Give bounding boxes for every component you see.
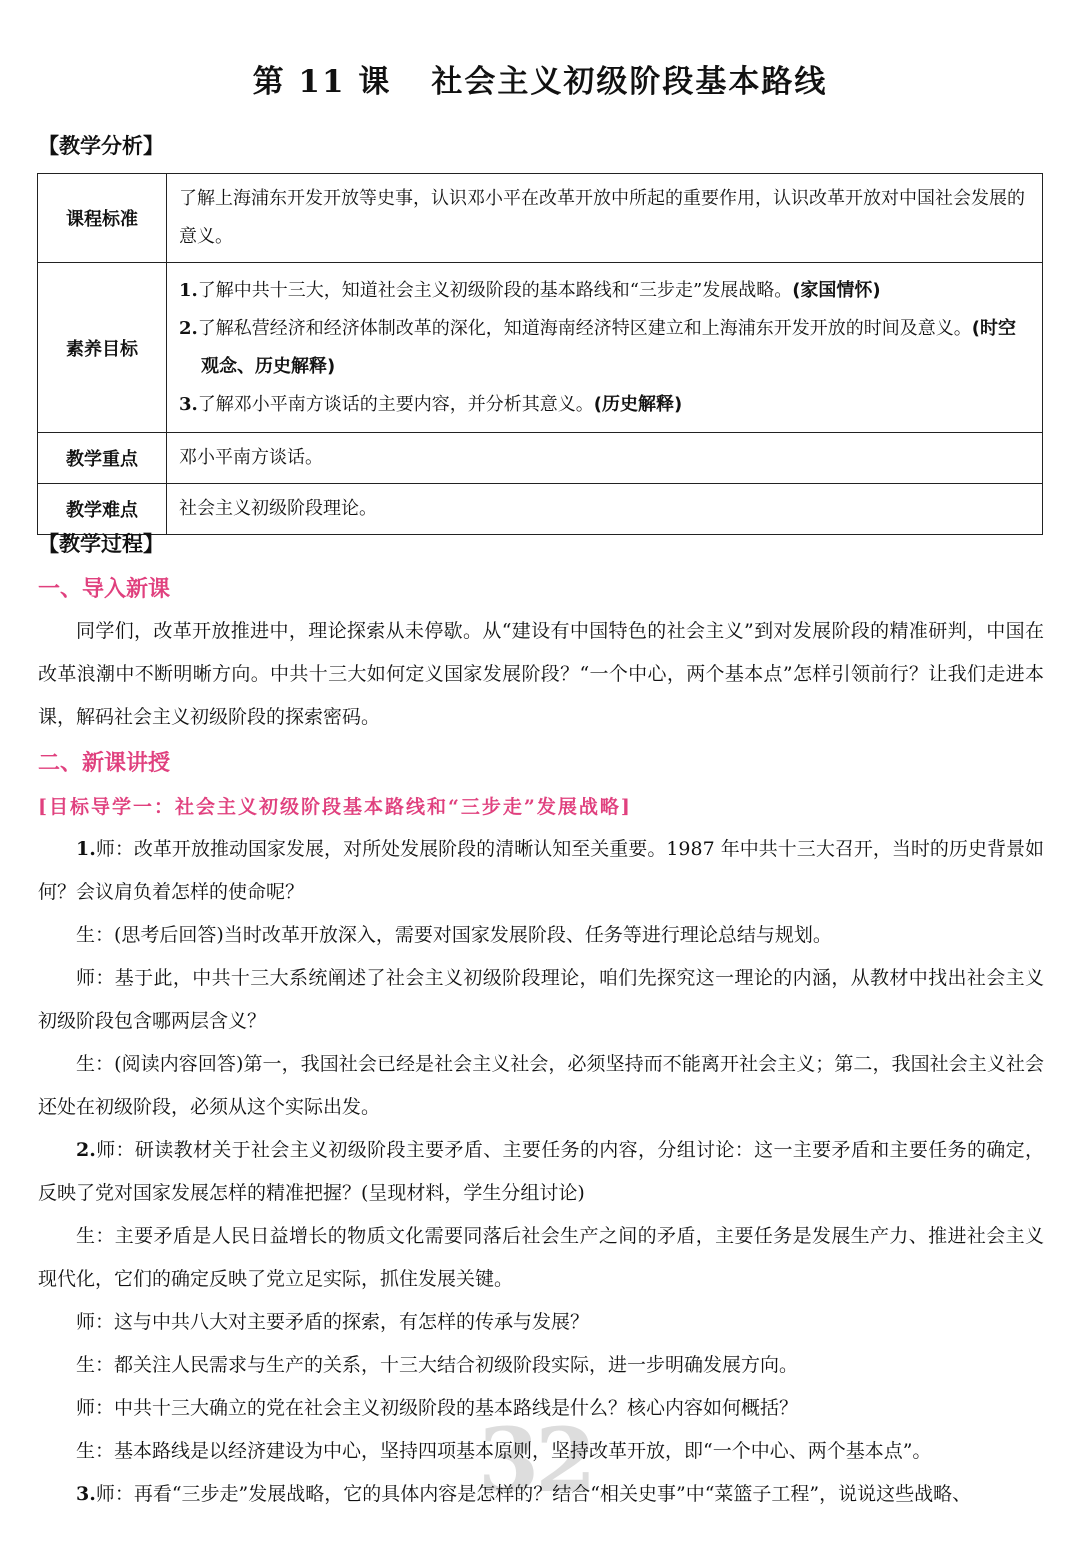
page-title <box>0 56 1080 101</box>
intro-heading: 一、导入新课 <box>38 577 171 602</box>
table-row <box>38 263 1043 433</box>
lesson-number: 第 11 课 <box>252 64 392 100</box>
goal-item: 3.了解邓小平南方谈话的主要内容，并分析其意义。(历史解释) <box>179 393 683 415</box>
lecture-body <box>38 828 1044 1516</box>
goals-value <box>167 263 1043 433</box>
lecture-paragraph: 生：基本路线是以经济建设为中心，坚持四项基本原则，坚持改革开放，即“一个中心、两个基本点”。 <box>76 1440 932 1462</box>
goal-tag: (历史解释) <box>593 393 683 415</box>
key-label: 教学重点 <box>38 433 167 484</box>
goal-item: 1.了解中共十三大，知道社会主义初级阶段的基本路线和“三步走”发展战略。(家国情怀) <box>179 279 881 301</box>
intro-paragraph: 同学们，改革开放推进中，理论探索从未停歇。从“建设有中国特色的社会主义”到对发展阶段的精准研判，中国在改革浪潮中不断明晰方向。中共十三大如何定义国家发展阶段？“一个中心，两个基本点”怎样引领前行？让我们走进本课，解码社会主义初级阶段的探索密码。 <box>38 620 1044 728</box>
lesson-name: 社会主义初级阶段基本路线 <box>431 64 828 100</box>
table-row <box>38 433 1043 484</box>
difficulty-value: 社会主义初级阶段理论。 <box>167 484 1043 535</box>
goals-label: 素养目标 <box>38 263 167 433</box>
table-row <box>38 484 1043 535</box>
goal-tag: (时空观念、历史解释) <box>201 317 1017 377</box>
lecture-paragraph: 师：这与中共八大对主要矛盾的探索，有怎样的传承与发展？ <box>76 1311 590 1333</box>
lecture-paragraph: 3.师：再看“三步走”发展战略，它的具体内容是怎样的？结合“相关史事”中“菜篮子工程”，说说这些战略、 <box>76 1483 972 1505</box>
analysis-table <box>37 173 1043 535</box>
page-number: 32 <box>478 1408 593 1512</box>
lecture-paragraph: 生：都关注人民需求与生产的关系，十三大结合初级阶段实际，进一步明确发展方向。 <box>76 1354 799 1376</box>
goal-item: 2.了解私营经济和经济体制改革的深化，知道海南经济特区建立和上海浦东开发开放的时间及意义。(时空观念、历史解释) <box>179 317 1017 377</box>
lecture-paragraph: 1.师：改革开放推动国家发展，对所处发展阶段的清晰认知至关重要。1987 年中共十三大召开，当时的历史背景如何？会议肩负着怎样的使命呢？ <box>38 838 1044 903</box>
lecture-paragraph: 2.师：研读教材关于社会主义初级阶段主要矛盾、主要任务的内容，分组讨论：这一主要矛盾和主要任务的确定，反映了党对国家发展怎样的精准把握？(呈现材料，学生分组讨论) <box>38 1139 1044 1204</box>
lecture-paragraph: 师：基于此，中共十三大系统阐述了社会主义初级阶段理论，咱们先探究这一理论的内涵，从教材中找出社会主义初级阶段包含哪两层含义？ <box>38 967 1044 1032</box>
difficulty-label: 教学难点 <box>38 484 167 535</box>
standard-value: 了解上海浦东开发开放等史事，认识邓小平在改革开放中所起的重要作用，认识改革开放对中国社会发展的意义。 <box>167 174 1043 263</box>
goal-tag: (家国情怀) <box>792 279 881 301</box>
key-value: 邓小平南方谈话。 <box>167 433 1043 484</box>
intro-body <box>38 610 1044 739</box>
table-row <box>38 174 1043 263</box>
lecture-paragraph: 生：(阅读内容回答)第一，我国社会已经是社会主义社会，必须坚持而不能离开社会主义；第二，我国社会主义社会还处在初级阶段，必须从这个实际出发。 <box>38 1053 1044 1118</box>
analysis-heading: 【教学分析】 <box>38 134 164 158</box>
lecture-paragraph: 生：(思考后回答)当时改革开放深入，需要对国家发展阶段、任务等进行理论总结与规划。 <box>76 924 832 946</box>
standard-label: 课程标准 <box>38 174 167 263</box>
lecture-heading: 二、新课讲授 <box>38 751 171 776</box>
goal-guide: [目标导学一：社会主义初级阶段基本路线和“三步走”发展战略] <box>38 796 632 818</box>
process-heading: 【教学过程】 <box>38 532 164 556</box>
lecture-paragraph: 师：中共十三大确立的党在社会主义初级阶段的基本路线是什么？核心内容如何概括？ <box>76 1397 799 1419</box>
lecture-paragraph: 生：主要矛盾是人民日益增长的物质文化需要同落后社会生产之间的矛盾，主要任务是发展生产力、推进社会主义现代化，它们的确定反映了党立足实际，抓住发展关键。 <box>38 1225 1044 1290</box>
